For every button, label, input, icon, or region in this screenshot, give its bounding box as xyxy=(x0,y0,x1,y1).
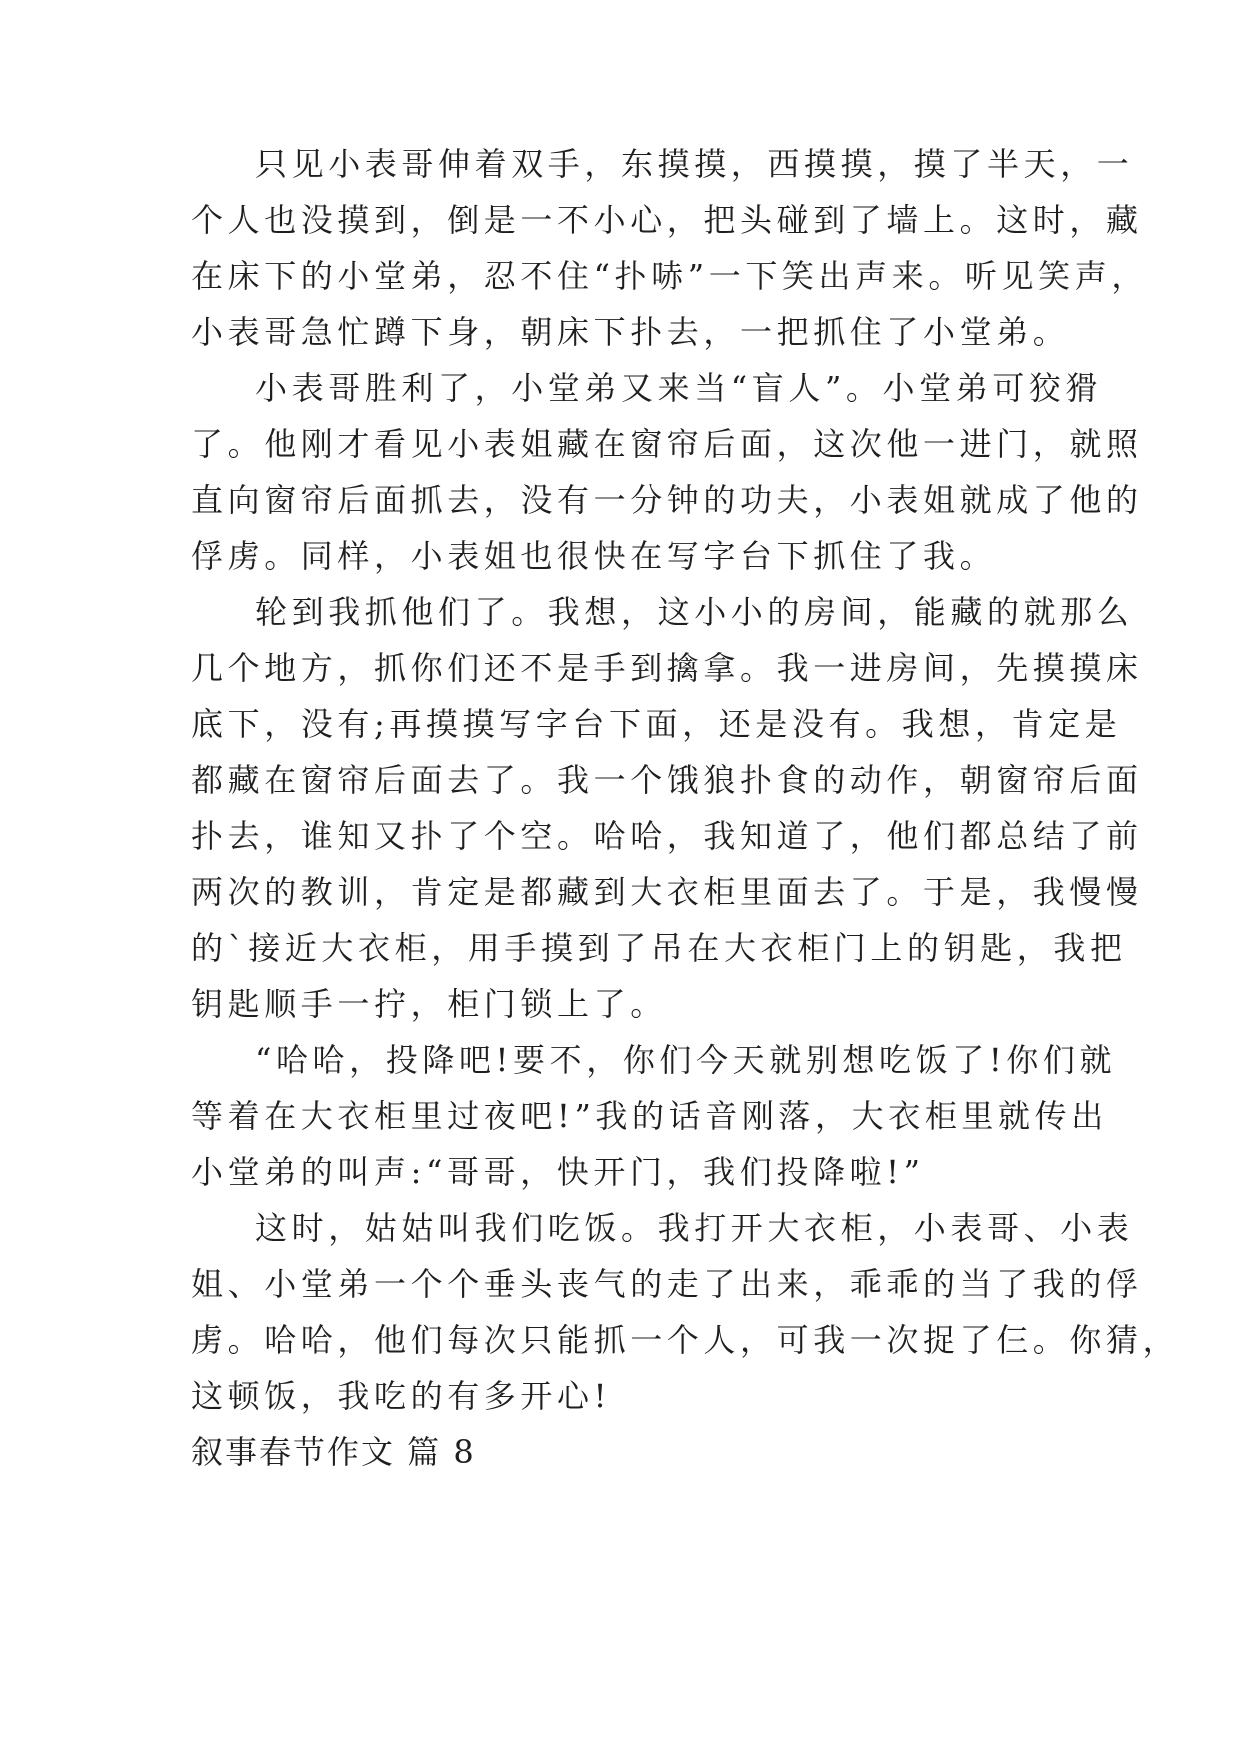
paragraph-line: 在床下的小堂弟，忍不住“扑哧”一下笑出声来。听见笑声， xyxy=(191,257,1148,295)
paragraph-line: 小表哥急忙蹲下身，朝床下扑去，一把抓住了小堂弟。 xyxy=(191,313,1070,351)
paragraph-line: “哈哈，投降吧!要不，你们今天就别想吃饭了!你们就 xyxy=(255,1041,1117,1079)
paragraph-line: 轮到我抓他们了。我想，这小小的房间，能藏的就那么 xyxy=(255,593,1134,631)
paragraph-line: 底下，没有;再摸摸写字台下面，还是没有。我想，肯定是 xyxy=(191,705,1122,743)
paragraph-line: 直向窗帘后面抓去，没有一分钟的功夫，小表姐就成了他的 xyxy=(191,481,1143,519)
paragraph-line: 了。他刚才看见小表姐藏在窗帘后面，这次他一进门，就照 xyxy=(191,425,1143,463)
paragraph-line: 只见小表哥伸着双手，东摸摸，西摸摸，摸了半天，一 xyxy=(255,145,1134,183)
paragraph-line: 个人也没摸到，倒是一不小心，把头碰到了墙上。这时，藏 xyxy=(191,201,1143,239)
paragraph-line: 小表哥胜利了，小堂弟又来当“盲人”。小堂弟可狡猾 xyxy=(255,369,1103,407)
paragraph-line: 小堂弟的叫声:“哥哥，快开门，我们投降啦!” xyxy=(191,1153,925,1191)
paragraph-line: 姐、小堂弟一个个垂头丧气的走了出来，乖乖的当了我的俘 xyxy=(191,1265,1143,1303)
paragraph-line: 的`接近大衣柜，用手摸到了吊在大衣柜门上的钥匙，我把 xyxy=(191,929,1127,967)
paragraph-line: 虏。哈哈，他们每次只能抓一个人，可我一次捉了仨。你猜， xyxy=(191,1321,1180,1359)
paragraph-line: 两次的教训，肯定是都藏到大衣柜里面去了。于是，我慢慢 xyxy=(191,873,1143,911)
paragraph-line: 都藏在窗帘后面去了。我一个饿狼扑食的动作，朝窗帘后面 xyxy=(191,761,1143,799)
paragraph-line: 等着在大衣柜里过夜吧!”我的话音刚落，大衣柜里就传出 xyxy=(191,1097,1108,1135)
paragraph-line: 俘虏。同样，小表姐也很快在写字台下抓住了我。 xyxy=(191,537,997,575)
paragraph-line: 这时，姑姑叫我们吃饭。我打开大衣柜，小表哥、小表 xyxy=(255,1209,1134,1247)
paragraph-line: 这顿饭，我吃的有多开心! xyxy=(191,1377,612,1415)
paragraph-line: 扑去，谁知又扑了个空。哈哈，我知道了，他们都总结了前 xyxy=(191,817,1143,855)
section-heading: 叙事春节作文 篇 8 xyxy=(191,1433,476,1471)
paragraph-line: 几个地方，抓你们还不是手到擒拿。我一进房间，先摸摸床 xyxy=(191,649,1143,687)
paragraph-line: 钥匙顺手一拧，柜门锁上了。 xyxy=(191,985,667,1023)
